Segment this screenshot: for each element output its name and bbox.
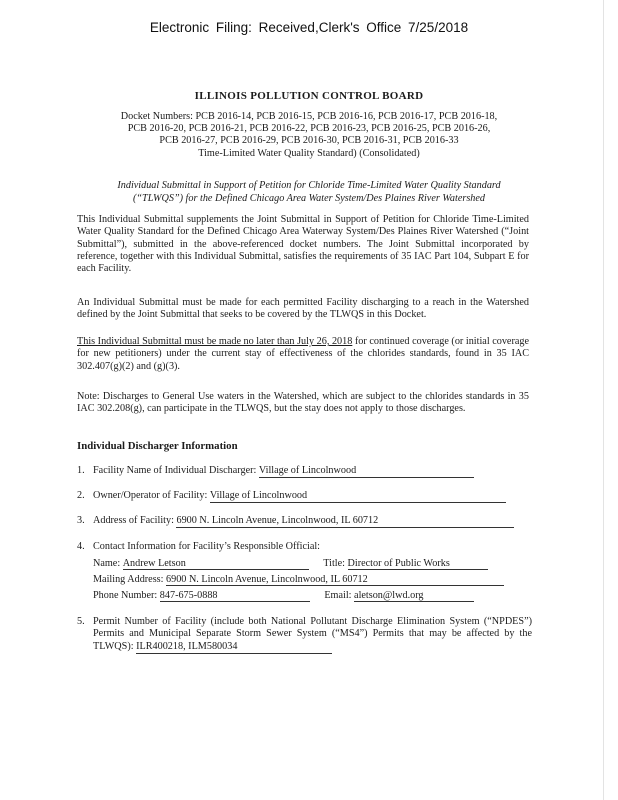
subtitle-line: (“TLWQS”) for the Defined Chicago Area Water System/Des Plaines River Watershed [133, 192, 485, 204]
contact-name-row [93, 558, 488, 570]
item-number: 1. [77, 465, 85, 476]
owner-operator-field[interactable]: Village of Lincolnwood [210, 490, 506, 503]
permit-description: Permit Number of Facility (include both National Pollutant Discharge Elimination System (“NPDES”) Permits and Municipal Separate Storm Sewer System (“MS4”) Permits that may be affected by the TLWQS): [93, 616, 532, 652]
scan-edge-line [603, 0, 604, 800]
permit-text-block [93, 616, 532, 654]
board-title: ILLINOIS POLLUTION CONTROL BOARD [194, 90, 424, 102]
name-label: Name: [93, 558, 123, 569]
item-label: Facility Name of Individual Discharger: [93, 465, 259, 476]
item-permit-number [77, 616, 532, 654]
docket-line: Docket Numbers: PCB 2016-14, PCB 2016-15, PCB 2016-16, PCB 2016-17, PCB 2016-18, [120, 111, 498, 122]
deadline-paragraph [77, 336, 529, 373]
phone-number-field[interactable]: 847-675-0888 [160, 590, 310, 602]
item-owner-operator [77, 490, 532, 503]
requirement-paragraph: An Individual Submittal must be made for each permitted Facility discharging to a reach in the Watershed defined by the Joint Submittal that seeks to be covered by the TLWQS in this Docket. [77, 297, 529, 321]
intro-paragraph: This Individual Submittal supplements the Joint Submittal in Support of Petition for Chloride Time-Limited Water Quality Standard for the Defined Chicago Area Waterway System/Des Plaines River Watershed (“Joint Submittal”), submitted in the above-referenced docket numbers. The Joint Submittal incorporated by reference, together with this Individual Submittal, satisfies the requirements of 35 IAC Part 104, Subpart E for each Facility. [77, 214, 529, 275]
docket-line: Time-Limited Water Quality Standard) (Consolidated) [198, 147, 420, 159]
mailing-label: Mailing Address: [93, 574, 167, 585]
deadline-text: This Individual Submittal must be made no later than July 26, 2018 [77, 336, 353, 347]
contact-name-field[interactable]: Andrew Letson [123, 558, 309, 570]
item-number: 4. [77, 541, 85, 552]
email-label: Email: [324, 590, 355, 601]
item-number: 3. [77, 515, 85, 526]
phone-email-row [93, 590, 474, 602]
item-label: Owner/Operator of Facility: [93, 490, 210, 501]
docket-numbers [86, 111, 532, 160]
docket-line: PCB 2016-27, PCB 2016-29, PCB 2016-30, PCB 2016-31, PCB 2016-33 [159, 135, 459, 147]
item-address [77, 515, 532, 528]
email-field[interactable]: aletson@lwd.org [354, 590, 474, 602]
facility-address-field[interactable]: 6900 N. Lincoln Avenue, Lincolnwood, IL 60712 [176, 515, 514, 528]
item-contact-info [77, 541, 532, 553]
title-label: Title: [323, 558, 348, 569]
document-subtitle [86, 180, 532, 205]
docket-line: PCB 2016-20, PCB 2016-21, PCB 2016-22, PCB 2016-23, PCB 2016-25, PCB 2016-26, [127, 123, 491, 135]
subtitle-line: Individual Submittal in Support of Petition for Chloride Time-Limited Water Quality Standard [117, 180, 501, 191]
deadline-rest: for continued coverage (or initial coverage for new petitioners) under the current stay of effectiveness of the chlorides standards, found in 35 IAC 302.407(g)(2) and (g)(3). [77, 336, 529, 372]
mailing-address-row [93, 574, 504, 586]
phone-label: Phone Number: [93, 590, 160, 601]
item-number: 5. [77, 616, 85, 627]
filing-stamp: Electronic Filing: Received,Clerk's Office 7/25/2018 [149, 20, 469, 35]
contact-title-field[interactable]: Director of Public Works [348, 558, 488, 570]
permit-number-field[interactable]: ILR400218, ILM580034 [136, 641, 332, 654]
mailing-address-field[interactable]: 6900 N. Lincoln Avenue, Lincolnwood, IL 60712 [166, 574, 504, 586]
item-label: Address of Facility: [93, 515, 177, 526]
item-number: 2. [77, 490, 85, 501]
section-heading: Individual Discharger Information [77, 440, 238, 452]
note-paragraph: Note: Discharges to General Use waters in the Watershed, which are subject to the chlorides standards in 35 IAC 302.208(g), can participate in the TLWQS, but the stay does not apply to those discharges. [77, 391, 529, 415]
item-label: Contact Information for Facility’s Responsible Official: [93, 541, 321, 552]
item-facility-name [77, 465, 532, 478]
facility-name-field[interactable]: Village of Lincolnwood [259, 465, 474, 478]
